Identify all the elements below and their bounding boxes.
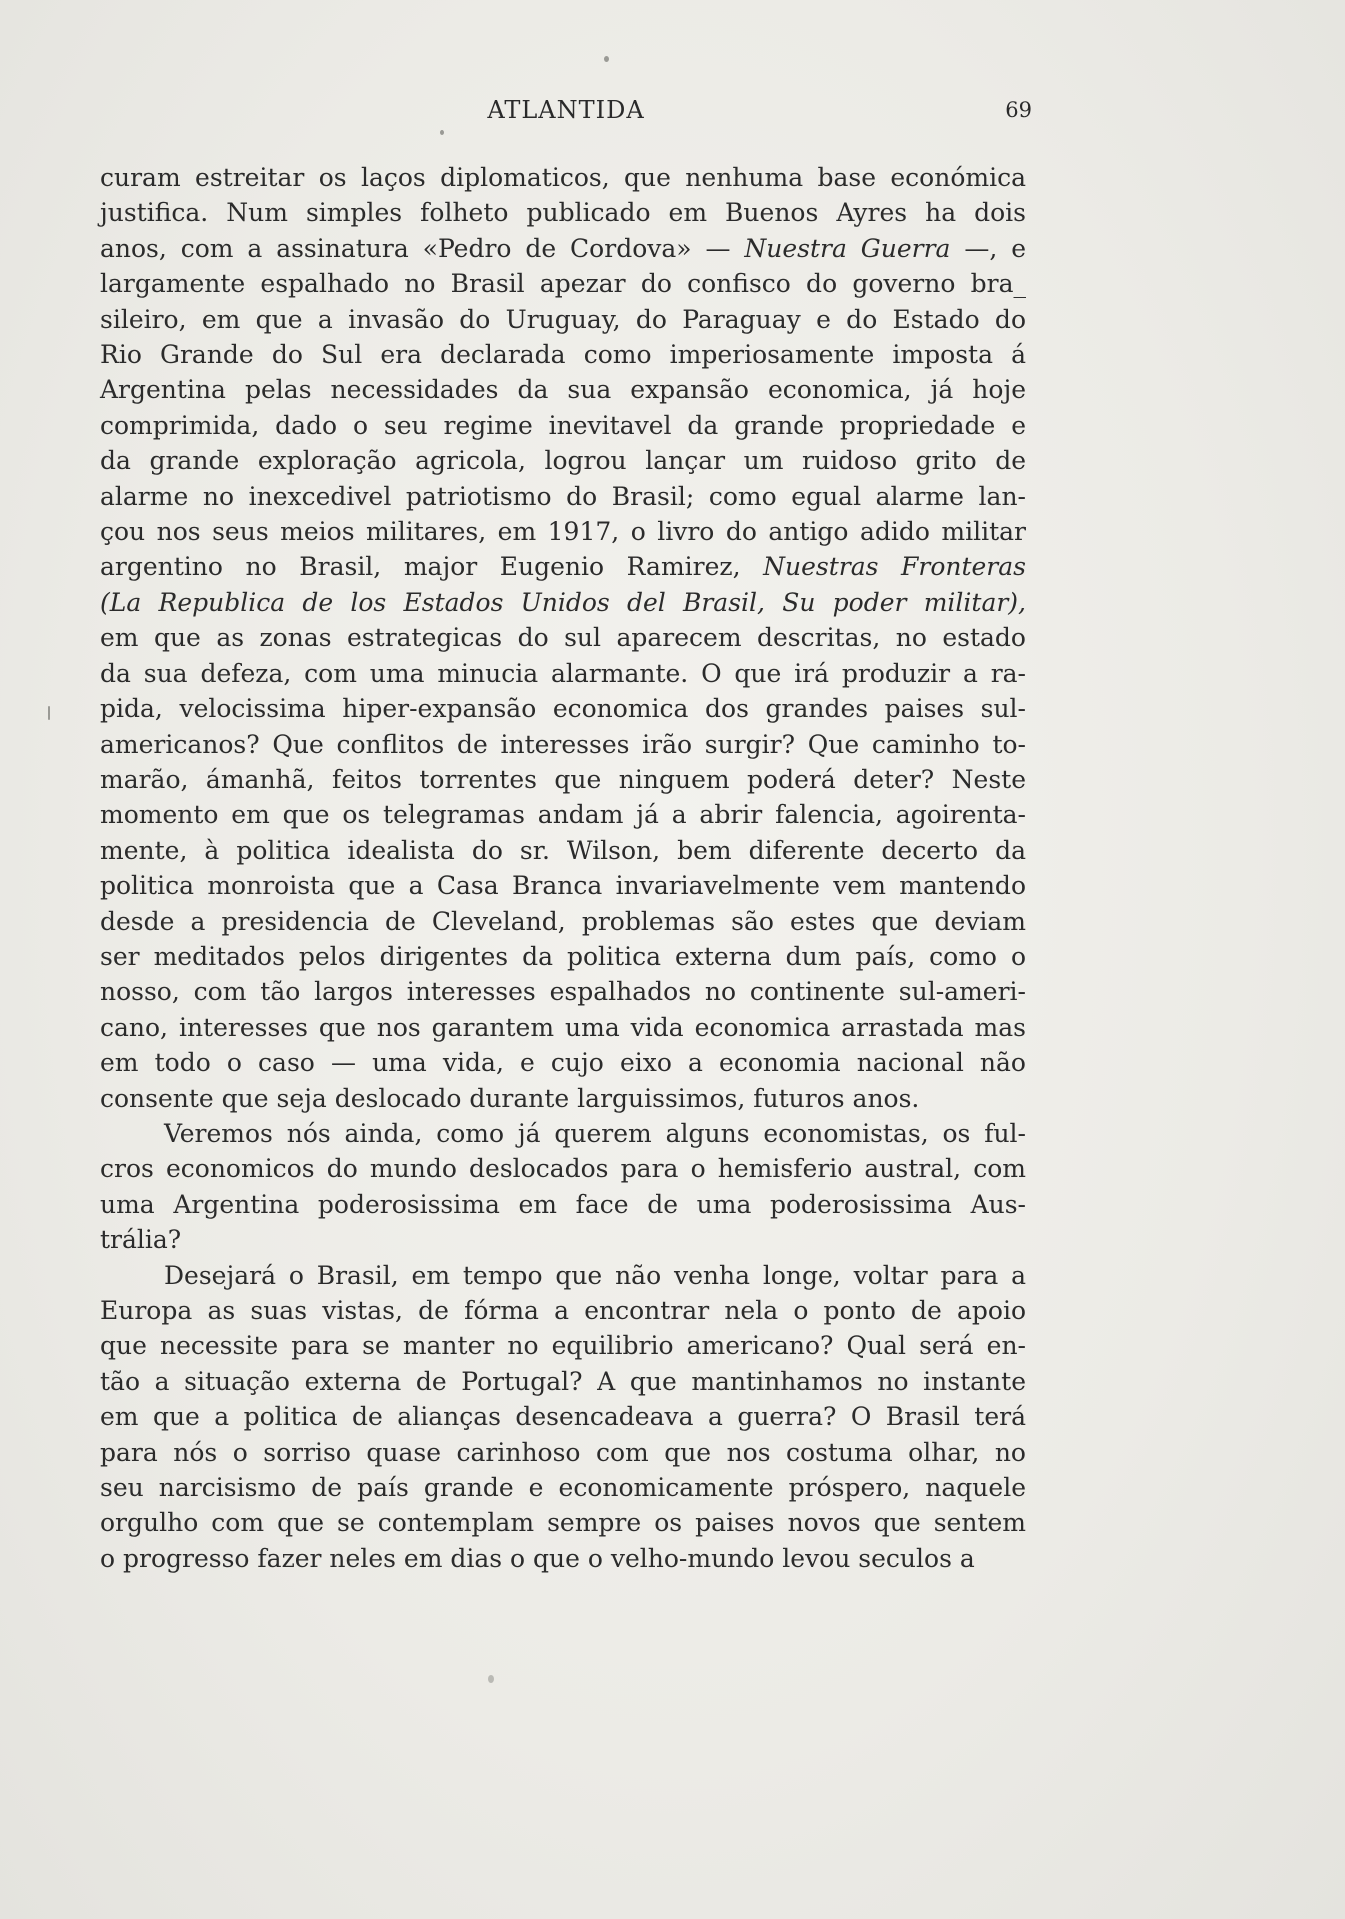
text-line: da grande exploração agricola, logrou lançar um ruidoso grito de — [100, 446, 1026, 476]
paragraph — [100, 160, 1026, 1116]
text-line: argentino no Brasil, major Eugenio Ramirez, Nuestras Fronteras — [100, 552, 1026, 582]
text-line: largamente espalhado no Brasil apezar do confisco do governo bra_ — [100, 269, 1026, 299]
text-line: marão, ámanhã, feitos torrentes que ninguem poderá deter? Neste — [100, 764, 1026, 794]
text-line: em todo o caso — uma vida, e cujo eixo a economia nacional não — [100, 1048, 1026, 1078]
text-line: que necessite para se manter no equilibrio americano? Qual será en- — [100, 1331, 1026, 1361]
text-line: da sua defeza, com uma minucia alarmante. O que irá produzir a ra- — [100, 658, 1026, 688]
scan-speck — [48, 706, 50, 720]
text-line: orgulho com que se contemplam sempre os paises novos que sentem — [100, 1508, 1026, 1538]
page-header — [100, 92, 1032, 132]
text-line: Veremos nós ainda, como já querem alguns economistas, os ful- — [164, 1118, 1026, 1148]
text-line: cano, interesses que nos garantem uma vida economica arrastada mas — [100, 1012, 1026, 1042]
text-line: sileiro, em que a invasão do Uruguay, do Paraguay e do Estado do — [100, 304, 1026, 334]
text-line: Desejará o Brasil, em tempo que não venha longe, voltar para a — [164, 1260, 1026, 1290]
text-line: consente que seja deslocado durante larguissimos, futuros anos. — [100, 1083, 920, 1113]
text-line: para nós o sorriso quase carinhoso com que nos costuma olhar, no — [100, 1437, 1026, 1467]
text-line: alarme no inexcedivel patriotismo do Brasil; como egual alarme lan- — [100, 481, 1026, 511]
text-line: uma Argentina poderosissima em face de uma poderosissima Aus- — [100, 1189, 1026, 1219]
text-line: o progresso fazer neles em dias o que o velho-mundo levou seculos a — [100, 1543, 975, 1573]
text-line: americanos? Que conflitos de interesses irão surgir? Que caminho to- — [100, 729, 1026, 759]
text-line: em que a politica de alianças desencadeava a guerra? O Brasil terá — [100, 1402, 1026, 1432]
running-title: ATLANTIDA — [487, 96, 645, 124]
text-line: mente, à politica idealista do sr. Wilson, bem diferente decerto da — [100, 835, 1026, 865]
text-line: em que as zonas estrategicas do sul aparecem descritas, no estado — [100, 623, 1026, 653]
text-line: cros economicos do mundo deslocados para o hemisferio austral, com — [100, 1154, 1026, 1184]
text-line: Argentina pelas necessidades da sua expansão economica, já hoje — [100, 375, 1026, 405]
article-body — [100, 160, 1026, 1576]
scan-speck — [604, 56, 609, 62]
text-line: ser meditados pelos dirigentes da politica externa dum país, como o — [100, 941, 1026, 971]
text-line: tão a situação externa de Portugal? A que mantinhamos no instante — [100, 1366, 1026, 1396]
text-line: justifica. Num simples folheto publicado em Buenos Ayres ha dois — [100, 198, 1026, 228]
text-line: momento em que os telegramas andam já a abrir falencia, agoirenta- — [100, 800, 1026, 830]
scan-speck — [488, 1675, 494, 1683]
text-line: (La Republica de los Estados Unidos del Brasil, Su poder militar), — [100, 587, 1026, 617]
text-line: pida, velocissima hiper-expansão economica dos grandes paises sul- — [100, 694, 1026, 724]
text-line: trália? — [100, 1225, 182, 1255]
text-line: nosso, com tão largos interesses espalhados no continente sul-ameri- — [100, 977, 1026, 1007]
text-line: seu narcisismo de país grande e economicamente próspero, naquele — [100, 1473, 1026, 1503]
text-line: politica monroista que a Casa Branca invariavelmente vem mantendo — [100, 871, 1026, 901]
paragraph — [100, 1258, 1026, 1577]
text-line: anos, com a assinatura «Pedro de Cordova» — Nuestra Guerra —, e — [100, 233, 1026, 263]
text-line: Europa as suas vistas, de fórma a encontrar nela o ponto de apoio — [100, 1296, 1026, 1325]
page-number: 69 — [1005, 98, 1032, 122]
scan-speck — [440, 130, 444, 135]
text-line: curam estreitar os laços diplomaticos, que nenhuma base económica — [100, 163, 1026, 192]
text-line: desde a presidencia de Cleveland, problemas são estes que deviam — [100, 906, 1026, 936]
text-line: comprimida, dado o seu regime inevitavel da grande propriedade e — [100, 410, 1026, 440]
text-line: çou nos seus meios militares, em 1917, o livro do antigo adido militar — [100, 517, 1026, 547]
text-line: Rio Grande do Sul era declarada como imperiosamente imposta á — [100, 340, 1026, 370]
paragraph — [100, 1116, 1026, 1258]
